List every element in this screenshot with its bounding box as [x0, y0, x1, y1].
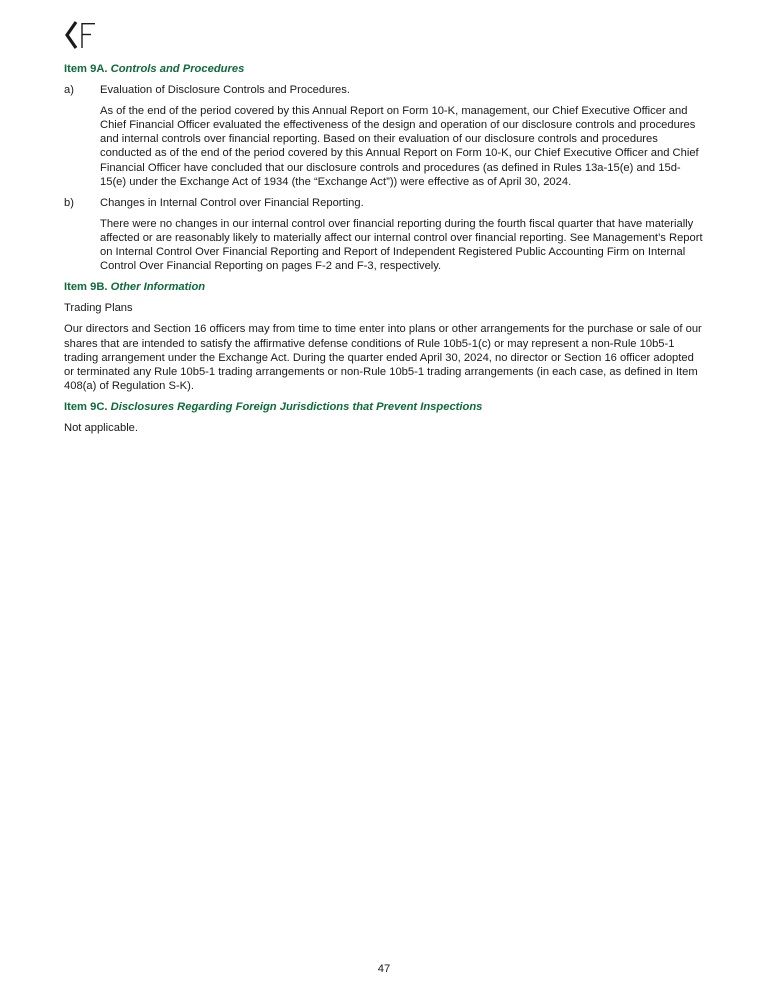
- item-9a-heading: [64, 62, 706, 76]
- item-9a-list-a: [64, 83, 706, 97]
- item-9a-list-b: [64, 196, 706, 210]
- item-9a-a-paragraph: As of the end of the period covered by this Annual Report on Form 10-K, management, our Chief Executive Officer and Chief Financial Officer evaluated the effectiveness of the design and operation of our disclosure controls and procedures and internal controls over financial reporting. Based on their evaluation of our disclosure controls and procedures conducted as of the end of the period covered by this Annual Report on Form 10-K, our Chief Executive Officer and Chief Financial Officer have concluded that our disclosure controls and procedures (as defined in Rules 13a-15(e) and 15d-15(e) under the Exchange Act of 1934 (the “Exchange Act”)) were effective as of April 30, 2024.: [100, 105, 699, 188]
- list-label-b: Changes in Internal Control over Financial Reporting.: [100, 196, 364, 209]
- item-9c-title: Disclosures Regarding Foreign Jurisdictions that Prevent Inspections: [110, 400, 483, 413]
- page-number: 47: [377, 963, 391, 975]
- item-9b-number: Item 9B.: [64, 281, 108, 294]
- item-9c-paragraph: Not applicable.: [64, 421, 139, 434]
- item-9a-title: Controls and Procedures: [110, 63, 245, 75]
- item-9a-number: Item 9A.: [64, 63, 108, 75]
- item-9b-subheading: Trading Plans: [64, 302, 133, 315]
- document-body: [64, 62, 706, 442]
- item-9b-heading: [64, 280, 706, 294]
- item-9c-heading: [64, 400, 706, 414]
- item-9b-paragraph: Our directors and Section 16 officers may from time to time enter into plans or other arrangements for the purchase or sale of our shares that are intended to satisfy the affirmative defense conditions of Rule 10b5-1(c) or may represent a non-Rule 10b5-1 trading arrangement under the Exchange Act. During the quarter ended April 30, 2024, no director or Section 16 officer adopted or terminated any Rule 10b5-1 trading arrangements or non-Rule 10b5-1 trading arrangements (in each case, as defined in Item 408(a) of Regulation S-K).: [64, 323, 702, 392]
- item-9a-b-paragraph: There were no changes in our internal control over financial reporting during the fourth fiscal quarter that have materially affected or are reasonably likely to materially affect our internal control over financial reporting. See Management’s Report on Internal Control Over Financial Reporting and Report of Independent Registered Public Accounting Firm on Internal Control Over Financial Reporting on pages F-2 and F-3, respectively.: [100, 217, 703, 273]
- list-marker-b: b): [64, 196, 74, 209]
- kf-logo-icon: [64, 20, 100, 50]
- list-label-a: Evaluation of Disclosure Controls and Procedures.: [100, 84, 350, 97]
- list-marker-a: a): [64, 84, 74, 97]
- item-9b-title: Other Information: [110, 281, 206, 294]
- item-9c-number: Item 9C.: [64, 400, 108, 413]
